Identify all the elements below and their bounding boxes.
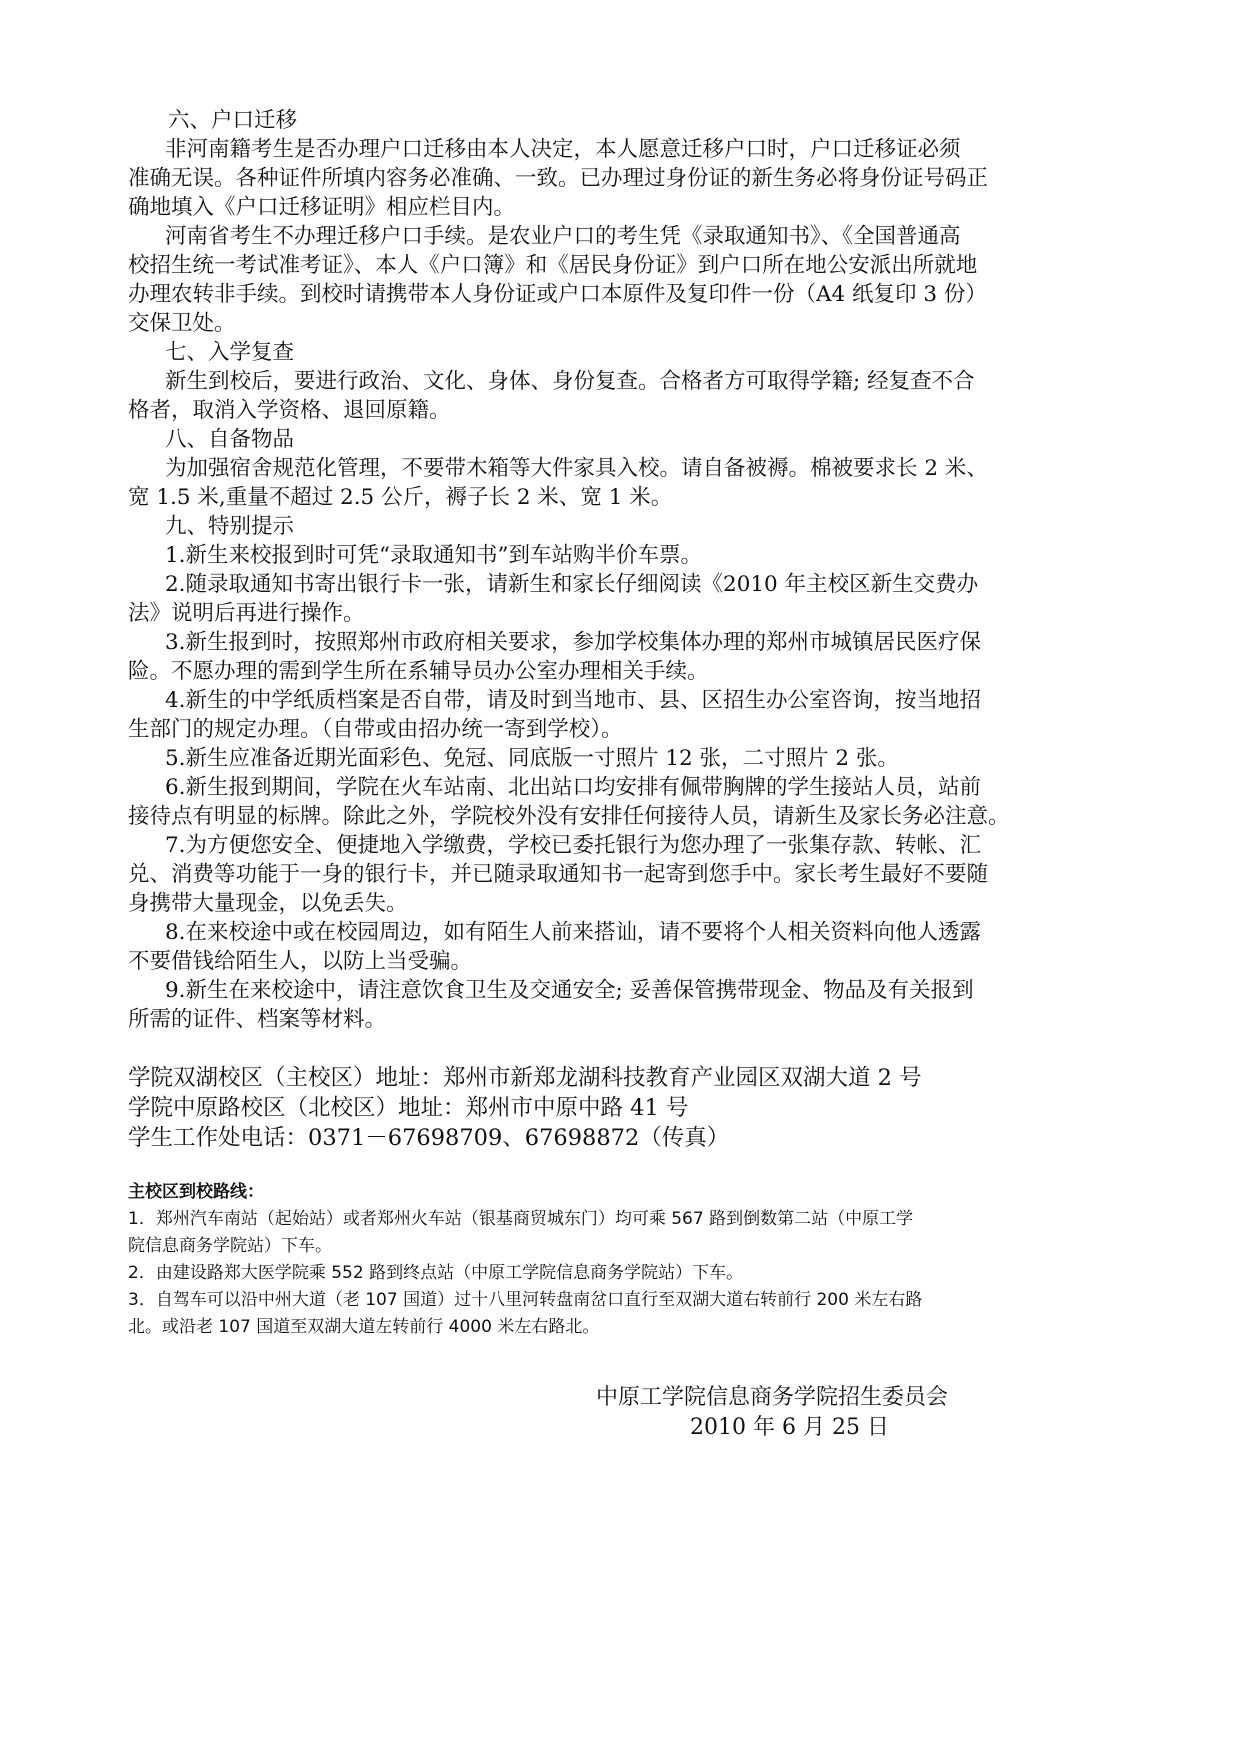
route-line: 院信息商务学院站）下车。 xyxy=(128,1236,332,1256)
tip-line: 4.新生的中学纸质档案是否自带，请及时到当地市、县、区招生办公室咨询，按当地招 xyxy=(165,688,982,713)
address-main-campus: 学院双湖校区（主校区）地址：郑州市新郑龙湖科技教育产业园区双湖大道 2 号 xyxy=(128,1065,922,1091)
paragraph-line: 新生到校后，要进行政治、文化、身体、身份复查。合格者方可取得学籍; 经复查不合 xyxy=(165,369,975,394)
tip-line: 生部门的规定办理。（自带或由招办统一寄到学校）。 xyxy=(128,717,623,742)
tip-line: 所需的证件、档案等材料。 xyxy=(128,1007,387,1032)
tip-line: 3.新生报到时，按照郑州市政府相关要求，参加学校集体办理的郑州市城镇居民医疗保 xyxy=(165,630,982,655)
tip-line: 9.新生在来校途中，请注意饮食卫生及交通安全; 妥善保管携带现金、物品及有关报到 xyxy=(165,978,974,1003)
tip-line: 不要借钱给陌生人，以防上当受骗。 xyxy=(128,949,473,974)
tip-line: 7.为方便您安全、便捷地入学缴费，学校已委托银行为您办理了一张集存款、转帐、汇 xyxy=(165,833,982,858)
paragraph-line: 格者，取消入学资格、退回原籍。 xyxy=(128,398,451,423)
tip-line: 2.随录取通知书寄出银行卡一张，请新生和家长仔细阅读《2010 年主校区新生交费办 xyxy=(165,572,979,597)
paragraph-line: 校招生统一考试准考证》、本人《户口簿》和《居民身份证》到户口所在地公安派出所就地 xyxy=(128,253,978,278)
section-heading: 八、自备物品 xyxy=(165,427,295,452)
paragraph-line: 河南省考生不办理迁移户口手续。是农业户口的考生凭《录取通知书》、《全国普通高 xyxy=(165,224,961,249)
section-heading: 七、入学复查 xyxy=(165,340,295,365)
route-line: 3．自驾车可以沿中州大道（老 107 国道）过十八里河转盘南岔口直行至双湖大道右转前行 200 米左右路 xyxy=(128,1290,923,1310)
signature-date: 2010 年 6 月 25 日 xyxy=(690,1415,889,1440)
tip-line: 6.新生报到期间，学院在火车站南、北出站口均安排有佩带胸牌的学生接站人员，站前 xyxy=(165,775,982,800)
tip-line: 5.新生应准备近期光面彩色、免冠、同底版一寸照片 12 张，二寸照片 2 张。 xyxy=(165,746,899,771)
paragraph-line: 准确无误。各种证件所填内容务必准确、一致。已办理过身份证的新生务必将身份证号码正 xyxy=(128,166,989,191)
route-title: 主校区到校路线： xyxy=(128,1182,264,1202)
tip-line: 8.在来校途中或在校园周边，如有陌生人前来搭讪，请不要将个人相关资料向他人透露 xyxy=(165,920,982,945)
tip-line: 接待点有明显的标牌。除此之外，学院校外没有安排任何接待人员，请新生及家长务必注意。 xyxy=(128,804,1010,829)
address-north-campus: 学院中原路校区（北校区）地址：郑州市中原中路 41 号 xyxy=(128,1095,689,1121)
paragraph-line: 确地填入《户口迁移证明》相应栏目内。 xyxy=(128,195,516,220)
tip-line: 险。不愿办理的需到学生所在系辅导员办公室办理相关手续。 xyxy=(128,659,709,684)
route-line: 北。或沿老 107 国道至双湖大道左转前行 4000 米左右路北。 xyxy=(128,1317,600,1337)
tip-line: 兑、消费等功能于一身的银行卡，并已随录取通知书一起寄到您手中。家长考生最好不要随 xyxy=(128,862,989,887)
paragraph-line: 交保卫处。 xyxy=(128,311,236,336)
tip-line: 1.新生来校报到时可凭“录取通知书”到车站购半价车票。 xyxy=(165,543,702,568)
tip-line: 身携带大量现金，以免丢失。 xyxy=(128,891,408,916)
paragraph-line: 非河南籍考生是否办理户口迁移由本人决定，本人愿意迁移户口时，户口迁移证必须 xyxy=(165,137,961,162)
paragraph-line: 为加强宿舍规范化管理，不要带木箱等大件家具入校。请自备被褥。棉被要求长 2 米、 xyxy=(165,456,988,481)
section-heading: 九、特别提示 xyxy=(165,514,295,539)
paragraph-line: 办理农转非手续。到校时请携带本人身份证或户口本原件及复印件一份（A4 纸复印 3 份） xyxy=(128,282,987,307)
tip-line: 法》说明后再进行操作。 xyxy=(128,601,365,626)
route-line: 2．由建设路郑大医学院乘 552 路到终点站（中原工学院信息商务学院站）下车。 xyxy=(128,1263,744,1283)
route-line: 1．郑州汽车南站（起始站）或者郑州火车站（银基商贸城东门）均可乘 567 路到倒数第二站（中原工学 xyxy=(128,1209,914,1229)
section-heading: 六、户口迁移 xyxy=(168,108,298,133)
phone-number: 学生工作处电话：0371－67698709、67698872（传真） xyxy=(128,1125,730,1151)
signature-org: 中原工学院信息商务学院招生委员会 xyxy=(596,1385,949,1410)
paragraph-line: 宽 1.5 米,重量不超过 2.5 公斤，褥子长 2 米、宽 1 米。 xyxy=(128,485,673,510)
